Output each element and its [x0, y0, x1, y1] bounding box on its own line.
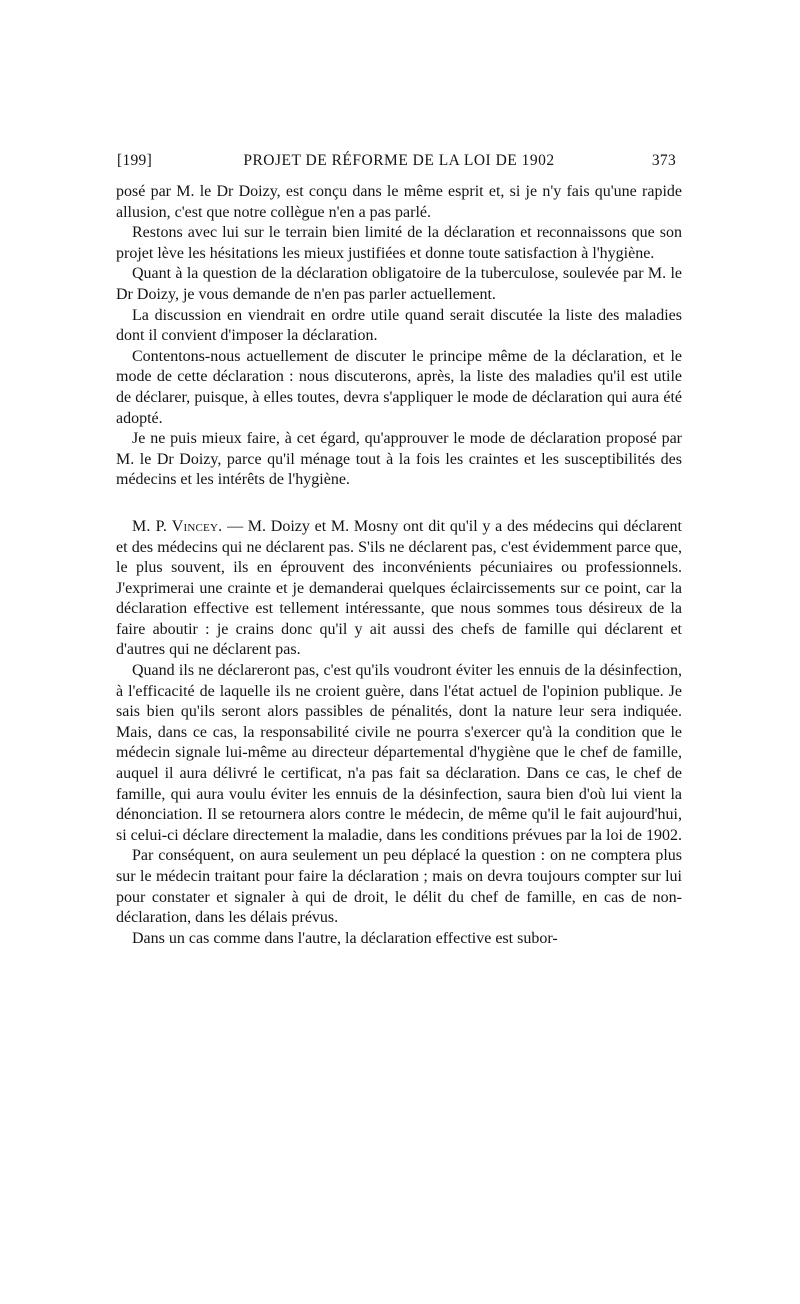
document-page	[116, 152, 682, 949]
paragraph: Contentons-nous actuellement de discuter le principe même de la déclaration, et le mode de cette déclaration : nous discuterons, après, la liste des maladies qu'il est utile de déclarer, puisque, à elles toutes, devra s'appliquer le mode de déclaration qui aura été adopté.	[116, 347, 682, 427]
paragraph: Quand ils ne déclareront pas, c'est qu'ils voudront éviter les ennuis de la désinfection, à l'efficacité de laquelle ils ne croient guère, dans l'état actuel de l'opinion publique. Je sais bien qu'ils seront alors passibles de pénalités, dont la nature leur sera indiquée. Mais, dans ce cas, la responsabilité civile ne pourra s'exercer qu'à la condition que le médecin signale lui-même au directeur départemental d'hygiène que le chef de famille, auquel il aura délivré le certificat, n'a pas fait sa déclaration. Dans ce cas, le chef de famille, qui aura voulu éviter les ennuis de la désinfection, saura bien d'où lui vient la dénonciation. Il se retournera alors contre le médecin, de même qu'il le fait aujourd'hui, si celui-ci déclare directement la maladie, dans les conditions prévues par la loi de 1902.	[116, 662, 683, 844]
running-title: PROJET DE RÉFORME DE LA LOI DE 1902	[243, 152, 555, 169]
paragraph: Je ne puis mieux faire, à cet égard, qu'approuver le mode de déclaration proposé par M. le Dr Doizy, parce qu'il ménage tout à la fois les craintes et les susceptibilités des médecins et les intérêts de l'hygiène.	[116, 430, 682, 489]
page-reference: [199]	[117, 152, 153, 169]
paragraph: Restons avec lui sur le terrain bien limité de la déclaration et reconnaissons que son projet lève les hésitations les mieux justifiées et donne toute satisfaction à l'hygiène.	[116, 224, 682, 262]
paragraph: La discussion en viendrait en ordre utile quand serait discutée la liste des maladies dont il convient d'imposer la déclaration.	[116, 306, 682, 345]
paragraph: Quant à la question de la déclaration obligatoire de la tuberculose, soulevée par M. le Dr Doizy, je vous demande de n'en pas parler actuellement.	[116, 265, 682, 303]
text-block-vincey-intervention	[116, 517, 682, 949]
page-header	[116, 152, 682, 178]
text-block-doizy-discussion	[116, 182, 682, 491]
paragraph: posé par M. le Dr Doizy, est conçu dans le même esprit et, si je n'y fais qu'une rapide allusion, c'est que notre collègue n'en a pas parlé.	[116, 183, 682, 221]
speaker-paragraph-text: — M. Doizy et M. Mosny ont dit qu'il y a des médecins qui déclarent et des médecins qui ne déclarent pas. S'ils ne déclarent pas, c'est évidemment parce que, le plus souvent, ils en éprouvent des inconvénients pécuniaires ou professionnels. J'exprimerai une crainte et je demanderai quelques éclaircissements sur ce point, car la déclaration effective est tellement intéressante, que nous sommes tous désireux de la faire aboutir : je crains donc qu'il y ait aussi des chefs de famille qui déclarent et d'autres qui ne déclarent pas.	[116, 517, 683, 659]
speaker-name: M. P. Vincey.	[132, 517, 223, 535]
page-number: 373	[651, 152, 676, 169]
speaker-paragraph	[116, 517, 682, 661]
paragraph: Dans un cas comme dans l'autre, la déclaration effective est subor-	[132, 929, 558, 947]
paragraph: Par conséquent, on aura seulement un peu déplacé la question : on ne comptera plus sur le médecin traitant pour faire la déclaration ; mais on devra toujours compter sur lui pour constater et signaler à qui de droit, le délit du chef de famille, en cas de non-déclaration, dans les délais prévus.	[116, 847, 682, 927]
